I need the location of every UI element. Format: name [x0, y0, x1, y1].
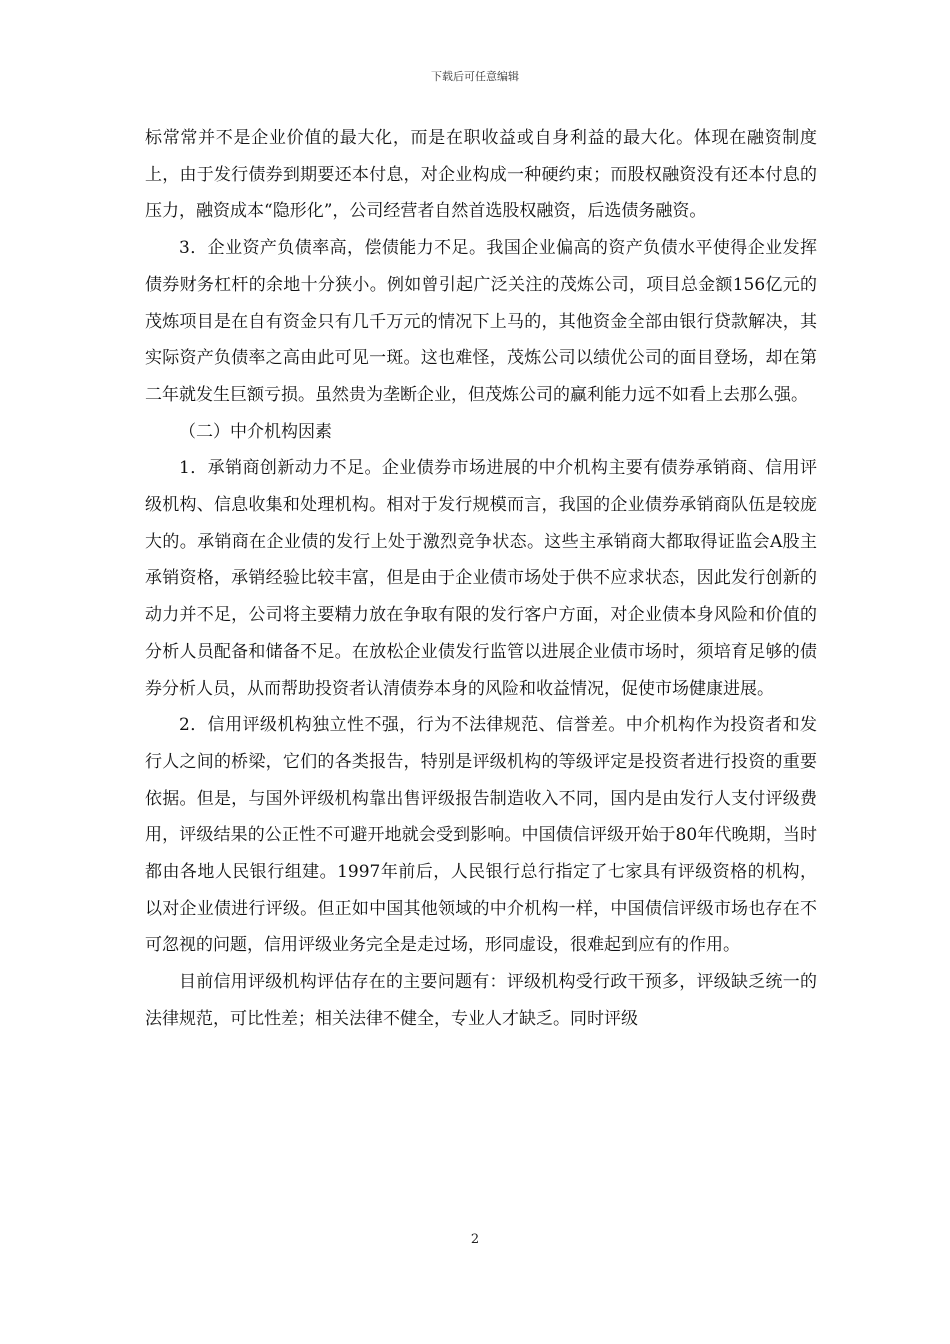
page-header: 下载后可任意编辑	[431, 70, 519, 83]
page-number: 2	[470, 1232, 480, 1247]
paragraph-continuation: 标常常并不是企业价值的最大化，而是在职收益或自身利益的最大化。体现在融资制度上，由于发行债券到期要还本付息，对企业构成一种硬约束；而股权融资没有还本付息的压力，融资成本“隐形化”，公司经营者自然首选股权融资，后选债务融资。	[145, 128, 817, 222]
section-heading-intermediary: （二）中介机构因素	[179, 421, 332, 442]
document-body	[145, 120, 817, 1038]
paragraph-item-2: 2．信用评级机构独立性不强，行为不法律规范、信誉差。中介机构作为投资者和发行人之间的桥梁，它们的各类报告，特别是评级机构的等级评定是投资者进行投资的重要依据。但是，与国外评级机构靠出售评级报告制造收入不同，国内是由发行人支付评级费用，评级结果的公正性不可避开地就会受到影响。中国债信评级开始于80年代晚期，当时都由各地人民银行组建。1997年前后，人民银行总行指定了七家具有评级资格的机构，以对企业债进行评级。但正如中国其他领域的中介机构一样，中国债信评级市场也存在不可忽视的问题，信用评级业务完全是走过场，形同虚设，很难起到应有的作用。	[145, 715, 817, 956]
paragraph-problems: 目前信用评级机构评估存在的主要问题有：评级机构受行政干预多，评级缺乏统一的法律规范，可比性差；相关法律不健全，专业人才缺乏。同时评级	[145, 972, 817, 1029]
paragraph-item-1: 1．承销商创新动力不足。企业债券市场进展的中介机构主要有债券承销商、信用评级机构、信息收集和处理机构。相对于发行规模而言，我国的企业债券承销商队伍是较庞大的。承销商在企业债的发行上处于激烈竞争状态。这些主承销商大都取得证监会A股主承销资格，承销经验比较丰富，但是由于企业债市场处于供不应求状态，因此发行创新的动力并不足，公司将主要精力放在争取有限的发行客户方面，对企业债本身风险和价值的分析人员配备和储备不足。在放松企业债发行监管以进展企业债市场时，须培育足够的债券分析人员，从而帮助投资者认清债券本身的风险和收益情况，促使市场健康进展。	[145, 458, 817, 699]
paragraph-item-3: 3．企业资产负债率高，偿债能力不足。我国企业偏高的资产负债水平使得企业发挥债券财务杠杆的余地十分狭小。例如曾引起广泛关注的茂炼公司，项目总金额156亿元的茂炼项目是在自有资金只有几千万元的情况下上马的，其他资金全部由银行贷款解决，其实际资产负债率之高由此可见一斑。这也难怪，茂炼公司以绩优公司的面目登场，却在第二年就发生巨额亏损。虽然贵为垄断企业，但茂炼公司的赢利能力远不如看上去那么强。	[145, 238, 817, 405]
